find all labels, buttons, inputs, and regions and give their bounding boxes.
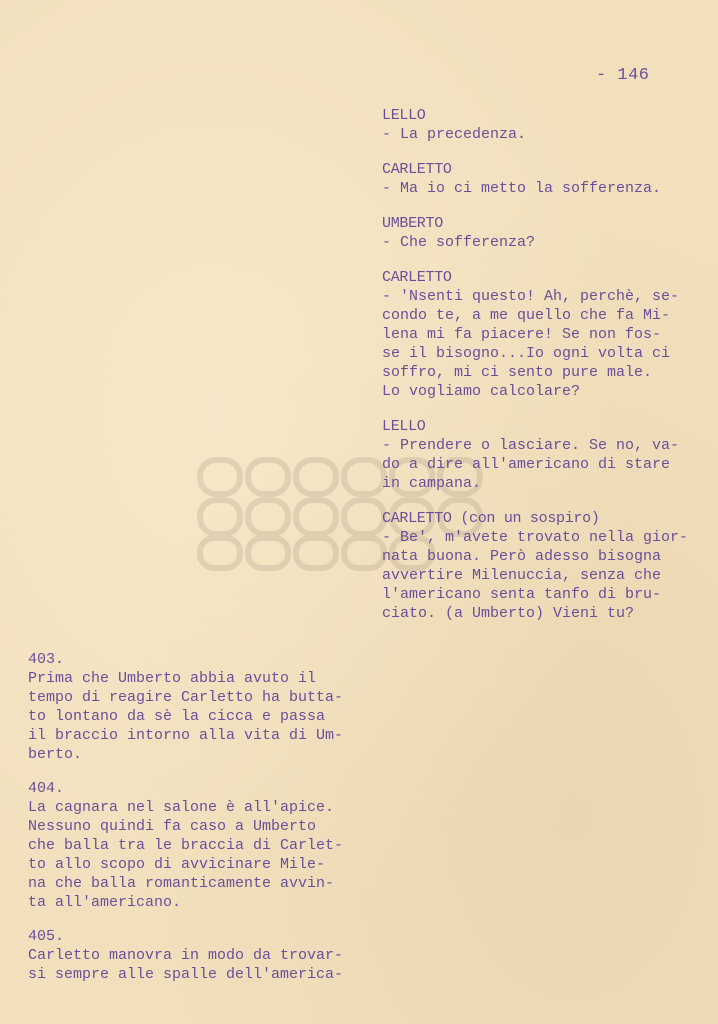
dialogue-line: do a dire all'americano di stare xyxy=(382,456,671,473)
stage-direction xyxy=(28,650,373,764)
dialogue-line: - 'Nsenti questo! Ah, perchè, se- xyxy=(382,288,680,305)
speech-block xyxy=(382,160,712,198)
dialogue-line: - Ma io ci metto la sofferenza. xyxy=(382,180,662,197)
direction-line: berto. xyxy=(28,746,83,763)
shot-number: 404. xyxy=(28,780,65,797)
speaker-name: LELLO xyxy=(382,107,426,124)
direction-line: si sempre alle spalle dell'america- xyxy=(28,966,344,983)
direction-line: to allo scopo di avvicinare Mile- xyxy=(28,856,326,873)
speech-block xyxy=(382,509,712,623)
dialogue-line: soffro, mi ci sento pure male. xyxy=(382,364,653,381)
stage-direction xyxy=(28,927,373,984)
shot-number: 403. xyxy=(28,651,65,668)
dialogue-line: in campana. xyxy=(382,475,482,492)
direction-line: tempo di reagire Carletto ha butta- xyxy=(28,689,344,706)
direction-line: il braccio intorno alla vita di Um- xyxy=(28,727,344,744)
speech-block xyxy=(382,268,712,401)
direction-line: Nessuno quindi fa caso a Umberto xyxy=(28,818,317,835)
dialogue-line: se il bisogno...Io ogni volta ci xyxy=(382,345,671,362)
dialogue-line: ciato. (a Umberto) Vieni tu? xyxy=(382,605,635,622)
speaker-name: CARLETTO xyxy=(382,161,452,178)
direction-line: Carletto manovra in modo da trovar- xyxy=(28,947,344,964)
dialogue-line: - Prendere o lasciare. Se no, va- xyxy=(382,437,680,454)
direction-line: na che balla romanticamente avvin- xyxy=(28,875,335,892)
dialogue-line: - Be', m'avete trovato nella gior- xyxy=(382,529,689,546)
stage-directions-column xyxy=(28,650,373,999)
speaker-name: CARLETTO xyxy=(382,269,452,286)
speaker-name: LELLO xyxy=(382,418,426,435)
direction-line: che balla tra le braccia di Carlet- xyxy=(28,837,344,854)
direction-line: La cagnara nel salone è all'apice. xyxy=(28,799,335,816)
shot-number: 405. xyxy=(28,928,65,945)
speaker-name: UMBERTO xyxy=(382,215,443,232)
dialogue-line: avvertire Milenuccia, senza che xyxy=(382,567,662,584)
page-number: - 146 xyxy=(596,66,650,85)
dialogue-column xyxy=(382,106,712,639)
speech-block xyxy=(382,214,712,252)
dialogue-line: nata buona. Però adesso bisogna xyxy=(382,548,662,565)
dialogue-line: l'americano senta tanfo di bru- xyxy=(382,586,662,603)
direction-line: to lontano da sè la cicca e passa xyxy=(28,708,326,725)
dialogue-line: condo te, a me quello che fa Mi- xyxy=(382,307,671,324)
direction-line: ta all'americano. xyxy=(28,894,182,911)
dialogue-line: - La precedenza. xyxy=(382,126,527,143)
stage-direction xyxy=(28,779,373,912)
dialogue-line: - Che sofferenza? xyxy=(382,234,536,251)
direction-line: Prima che Umberto abbia avuto il xyxy=(28,670,317,687)
speech-block xyxy=(382,417,712,493)
dialogue-line: Lo vogliamo calcolare? xyxy=(382,383,581,400)
speaker-name: CARLETTO (con un sospiro) xyxy=(382,510,600,527)
dialogue-line: lena mi fa piacere! Se non fos- xyxy=(382,326,662,343)
speech-block xyxy=(382,106,712,144)
